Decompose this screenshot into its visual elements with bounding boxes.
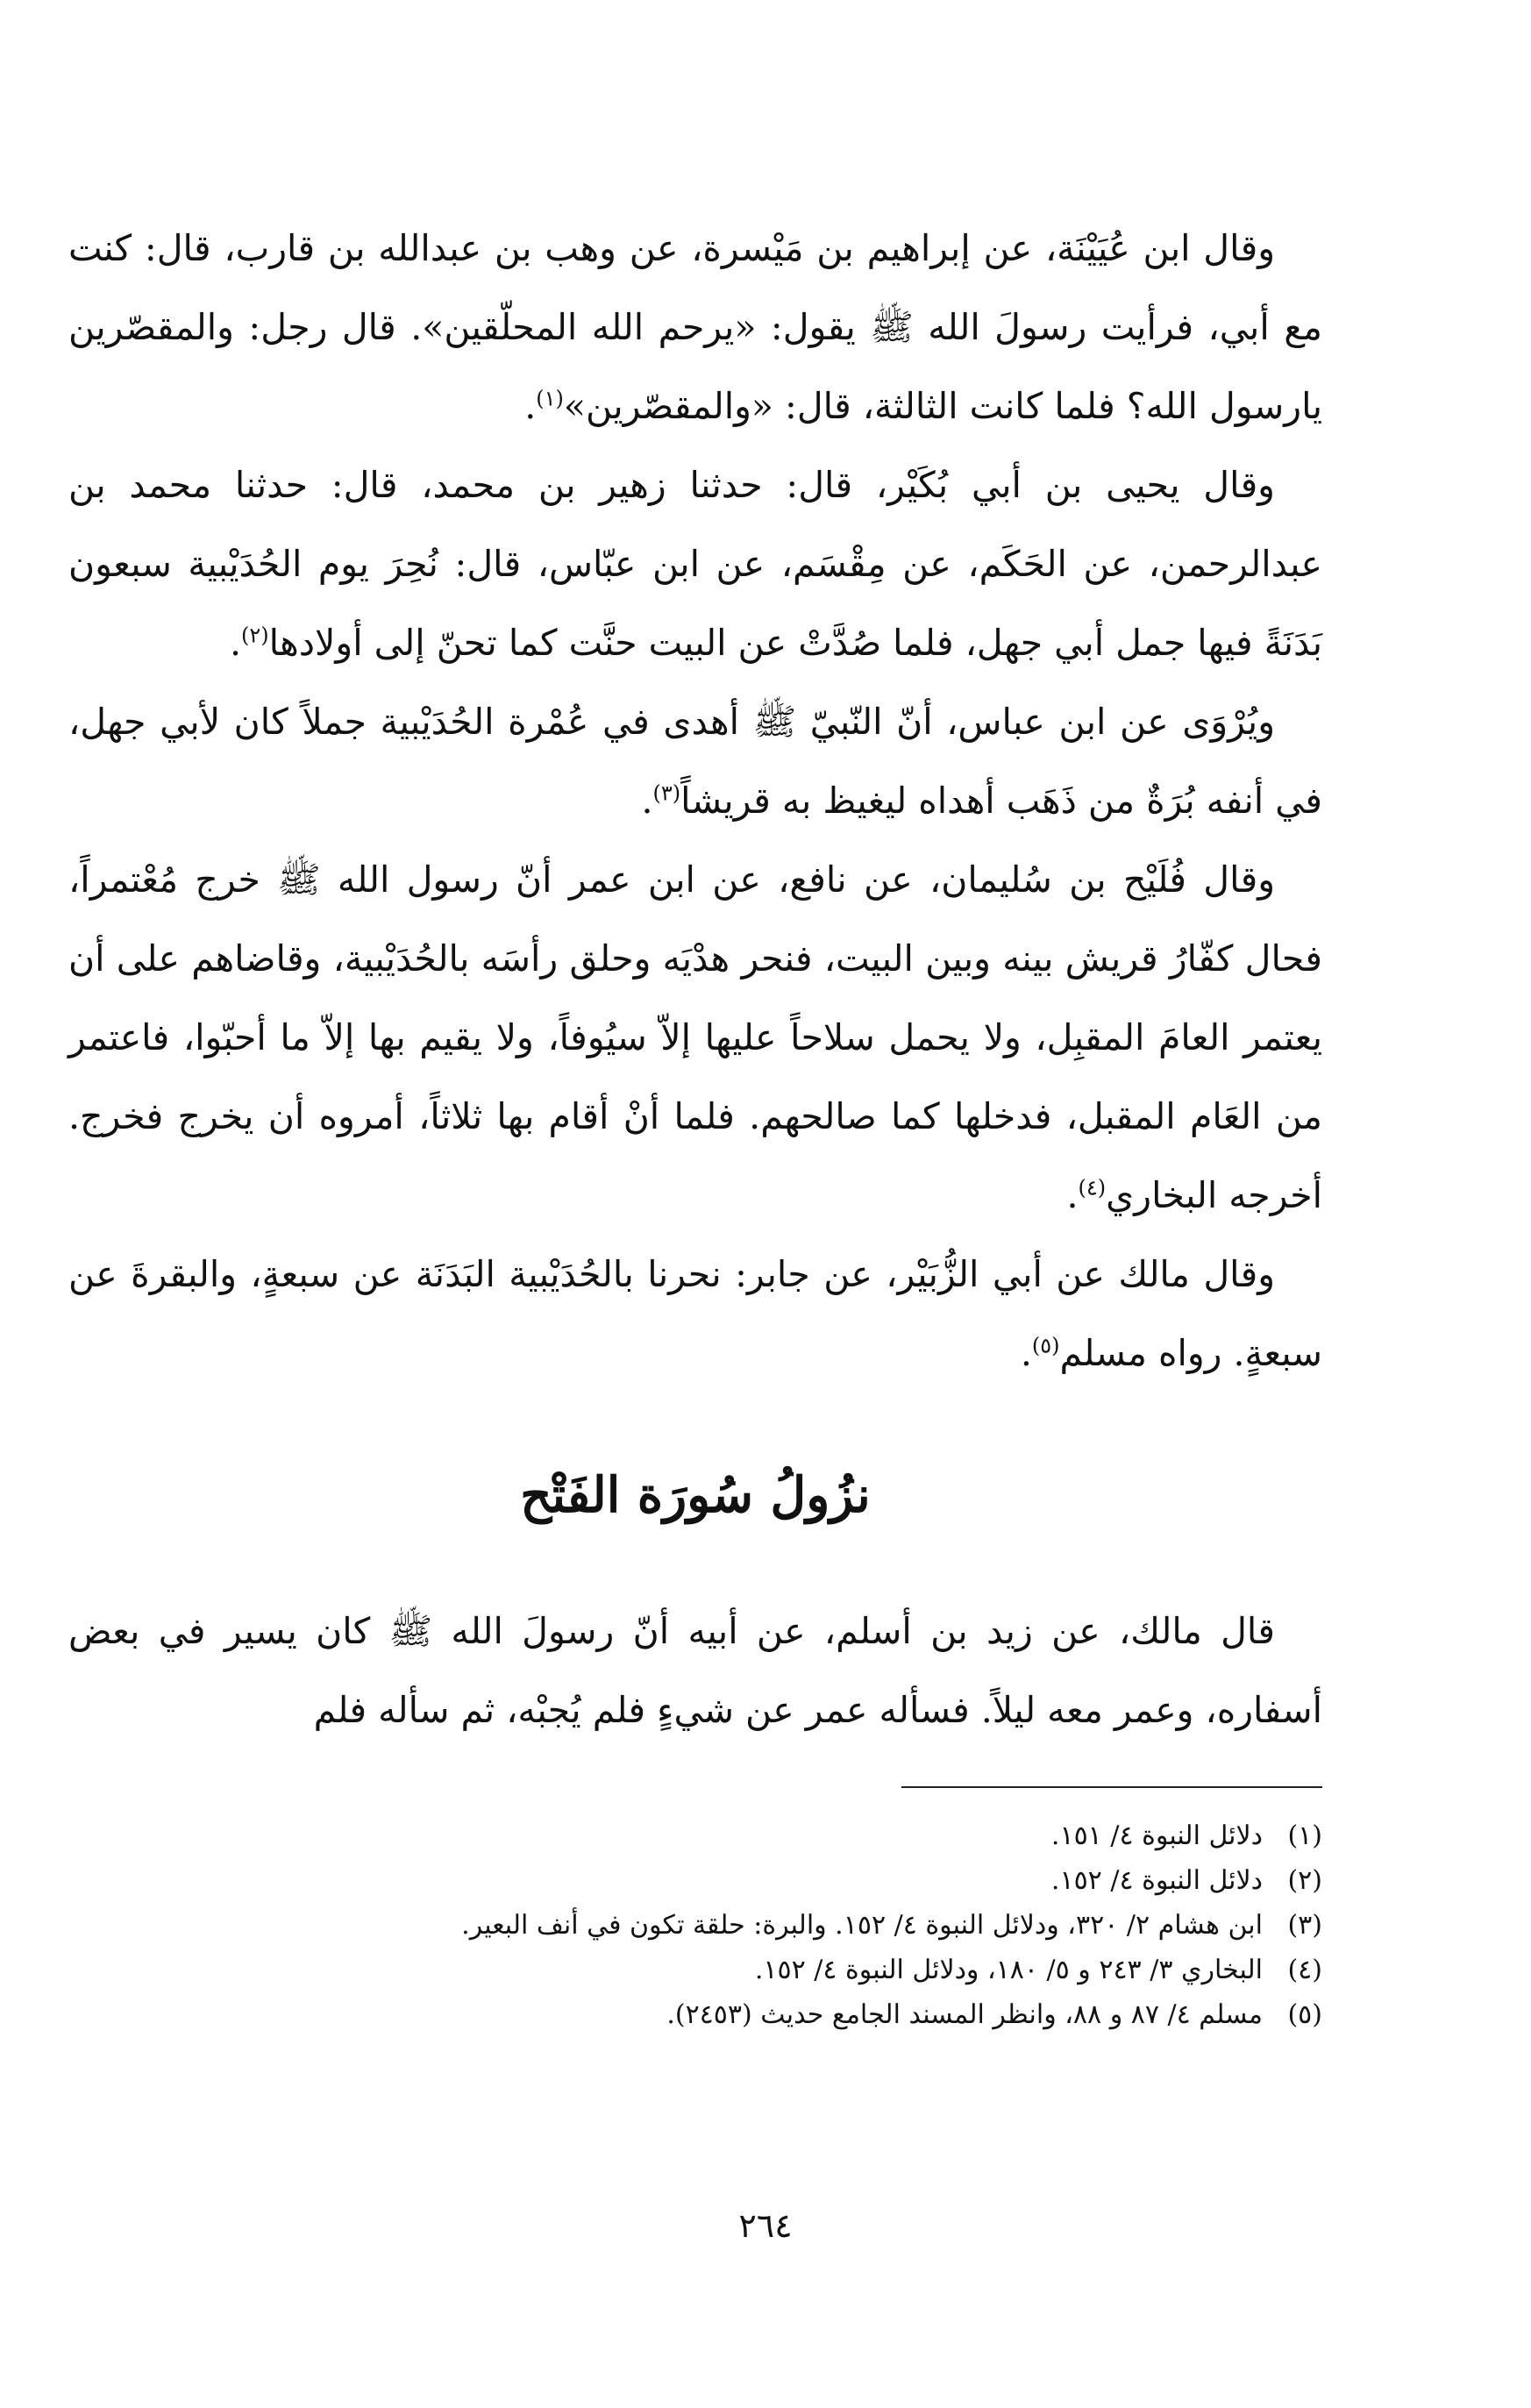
- footnote-marker: (١): [536, 386, 564, 411]
- section-text: [68, 1592, 1322, 1749]
- paragraph-text: وقال مالك عن أبي الزُّبَيْر، عن جابر: نحرنا بالحُدَيْبية البَدَنَة عن سبعةٍ، والبقرةَ عن سبعةٍ. رواه مسلم: [68, 1253, 1322, 1374]
- footnote-item: [68, 1858, 1322, 1903]
- paragraph-text: ويُرْوَى عن ابن عباس، أنّ النّبيّ ﷺ أهدى في عُمْرة الحُدَيْبية جملاً كان لأبي جهل، في أنفه بُرَةٌ من ذَهَب أهداه ليغيظ به قريشاً: [68, 701, 1322, 822]
- footnote-number: (٣): [1287, 1910, 1322, 1941]
- footnote-marker: (٣): [652, 780, 681, 806]
- footnote-item: [68, 1903, 1322, 1948]
- paragraph-text: قال مالك، عن زيد بن أسلم، عن أبيه أنّ رسولَ الله ﷺ كان يسير في بعض أسفاره، وعمر معه ليلاً. فسأله عمر عن شيءٍ فلم يُجبْه، ثم سأله فلم: [68, 1610, 1322, 1731]
- paragraph: ويُرْوَى عن ابن عباس، أنّ النّبيّ ﷺ أهدى في عُمْرة الحُدَيْبية جملاً كان لأبي جهل، في أنفه بُرَةٌ من ذَهَب أهداه ليغيظ به قريشاً$^{(٣)}$.: [68, 701, 1322, 822]
- main-text: [68, 209, 1322, 1393]
- footnote-divider: [901, 1786, 1322, 1788]
- footnote-item: [68, 1992, 1322, 2037]
- footnote-text: دلائل النبوة ٤/ ١٥٢.: [1050, 1865, 1263, 1896]
- page-number: ٢٦٤: [738, 2206, 793, 2245]
- footnote-marker: (٢): [241, 623, 269, 648]
- paragraph: [68, 1592, 1322, 1749]
- footnote-marker: (٥): [1031, 1333, 1060, 1358]
- footnote-text: دلائل النبوة ٤/ ١٥١.: [1050, 1820, 1263, 1851]
- paragraph: وقال ابن عُيَيْنَة، عن إبراهيم بن مَيْسرة، عن وهب بن عبدالله بن قارب، قال: كنت مع أبي، فرأيت رسولَ الله ﷺ يقول: «يرحم الله المحلّقين». قال رجل: والمقصّرين يارسول الله؟ فلما كانت الثالثة، قال: «والمقصّرين»$^{(١)}$.: [68, 227, 1322, 427]
- footnote-number: (١): [1287, 1820, 1322, 1851]
- footnote-number: (٥): [1287, 1999, 1322, 2030]
- footnote-text: مسلم ٤/ ٨٧ و ٨٨، وانظر المسند الجامع حديث (٢٤٥٣).: [666, 1999, 1263, 2030]
- footnote-item: [68, 1948, 1322, 1992]
- paragraph: وقال يحيى بن أبي بُكَيْر، قال: حدثنا زهير بن محمد، قال: حدثنا محمد بن عبدالرحمن، عن الحَكَم، عن مِقْسَم، عن ابن عبّاس، قال: نُحِرَ يوم الحُدَيْبية سبعون بَدَنَةً فيها جمل أبي جهل، فلما صُدَّتْ عن البيت حنَّت كما تحنّ إلى أولادها$^{(٢)}$.: [68, 464, 1322, 664]
- paragraph: وقال مالك عن أبي الزُّبَيْر، عن جابر: نحرنا بالحُدَيْبية البَدَنَة عن سبعةٍ، والبقرةَ عن سبعةٍ. رواه مسلم$^{(٥)}$.: [68, 1253, 1322, 1374]
- paragraph: وقال فُلَيْح بن سُليمان، عن نافع، عن ابن عمر أنّ رسول الله ﷺ خرج مُعْتمراً، فحال كفّارُ قريش بينه وبين البيت، فنحر هدْيَه وحلق رأسَه بالحُدَيْبية، وقاضاهم على أن يعتمر العامَ المقبِل، ولا يحمل سلاحاً عليها إلاّ سيُوفاً، ولا يقيم بها إلاّ ما أحبّوا، فاعتمر من العَام المقبل، فدخلها كما صالحهم. فلما أنْ أقام بها ثلاثاً، أمروه أن يخرج فخرج. أخرجه البخاري$^{(٤)}$.: [68, 858, 1322, 1216]
- footnote-marker: (٤): [1078, 1175, 1107, 1200]
- footnote-text: ابن هشام ٢/ ٣٢٠، ودلائل النبوة ٤/ ١٥٢. والبرة: حلقة تكون في أنف البعير.: [461, 1910, 1263, 1941]
- footnote-text: البخاري ٣/ ٢٤٣ و ٥/ ١٨٠، ودلائل النبوة ٤/ ١٥٢.: [754, 1955, 1263, 1985]
- section-heading: نزُولُ سُورَة الفَتْح: [520, 1466, 871, 1524]
- footnote-item: [68, 1813, 1322, 1858]
- footnote-number: (٤): [1287, 1955, 1322, 1985]
- paragraph-text: وقال ابن عُيَيْنَة، عن إبراهيم بن مَيْسرة، عن وهب بن عبدالله بن قارب، قال: كنت مع أبي، فرأيت رسولَ الله ﷺ يقول: «يرحم الله المحلّقين». قال رجل: والمقصّرين يارسول الله؟ فلما كانت الثالثة، قال: «والمقصّرين»: [68, 227, 1322, 427]
- paragraph-text: وقال فُلَيْح بن سُليمان، عن نافع، عن ابن عمر أنّ رسول الله ﷺ خرج مُعْتمراً، فحال كفّارُ قريش بينه وبين البيت، فنحر هدْيَه وحلق رأسَه بالحُدَيْبية، وقاضاهم على أن يعتمر العامَ المقبِل، ولا يحمل سلاحاً عليها إلاّ سيُوفاً، ولا يقيم بها إلاّ ما أحبّوا، فاعتمر من العَام المقبل، فدخلها كما صالحهم. فلما أنْ أقام بها ثلاثاً، أمروه أن يخرج فخرج. أخرجه البخاري: [68, 858, 1322, 1216]
- footnote-number: (٢): [1287, 1865, 1322, 1896]
- paragraph-text: وقال يحيى بن أبي بُكَيْر، قال: حدثنا زهير بن محمد، قال: حدثنا محمد بن عبدالرحمن، عن الحَكَم، عن مِقْسَم، عن ابن عبّاس، قال: نُحِرَ يوم الحُدَيْبية سبعون بَدَنَةً فيها جمل أبي جهل، فلما صُدَّتْ عن البيت حنَّت كما تحنّ إلى أولادها: [68, 464, 1322, 664]
- footnotes: [68, 1813, 1322, 2037]
